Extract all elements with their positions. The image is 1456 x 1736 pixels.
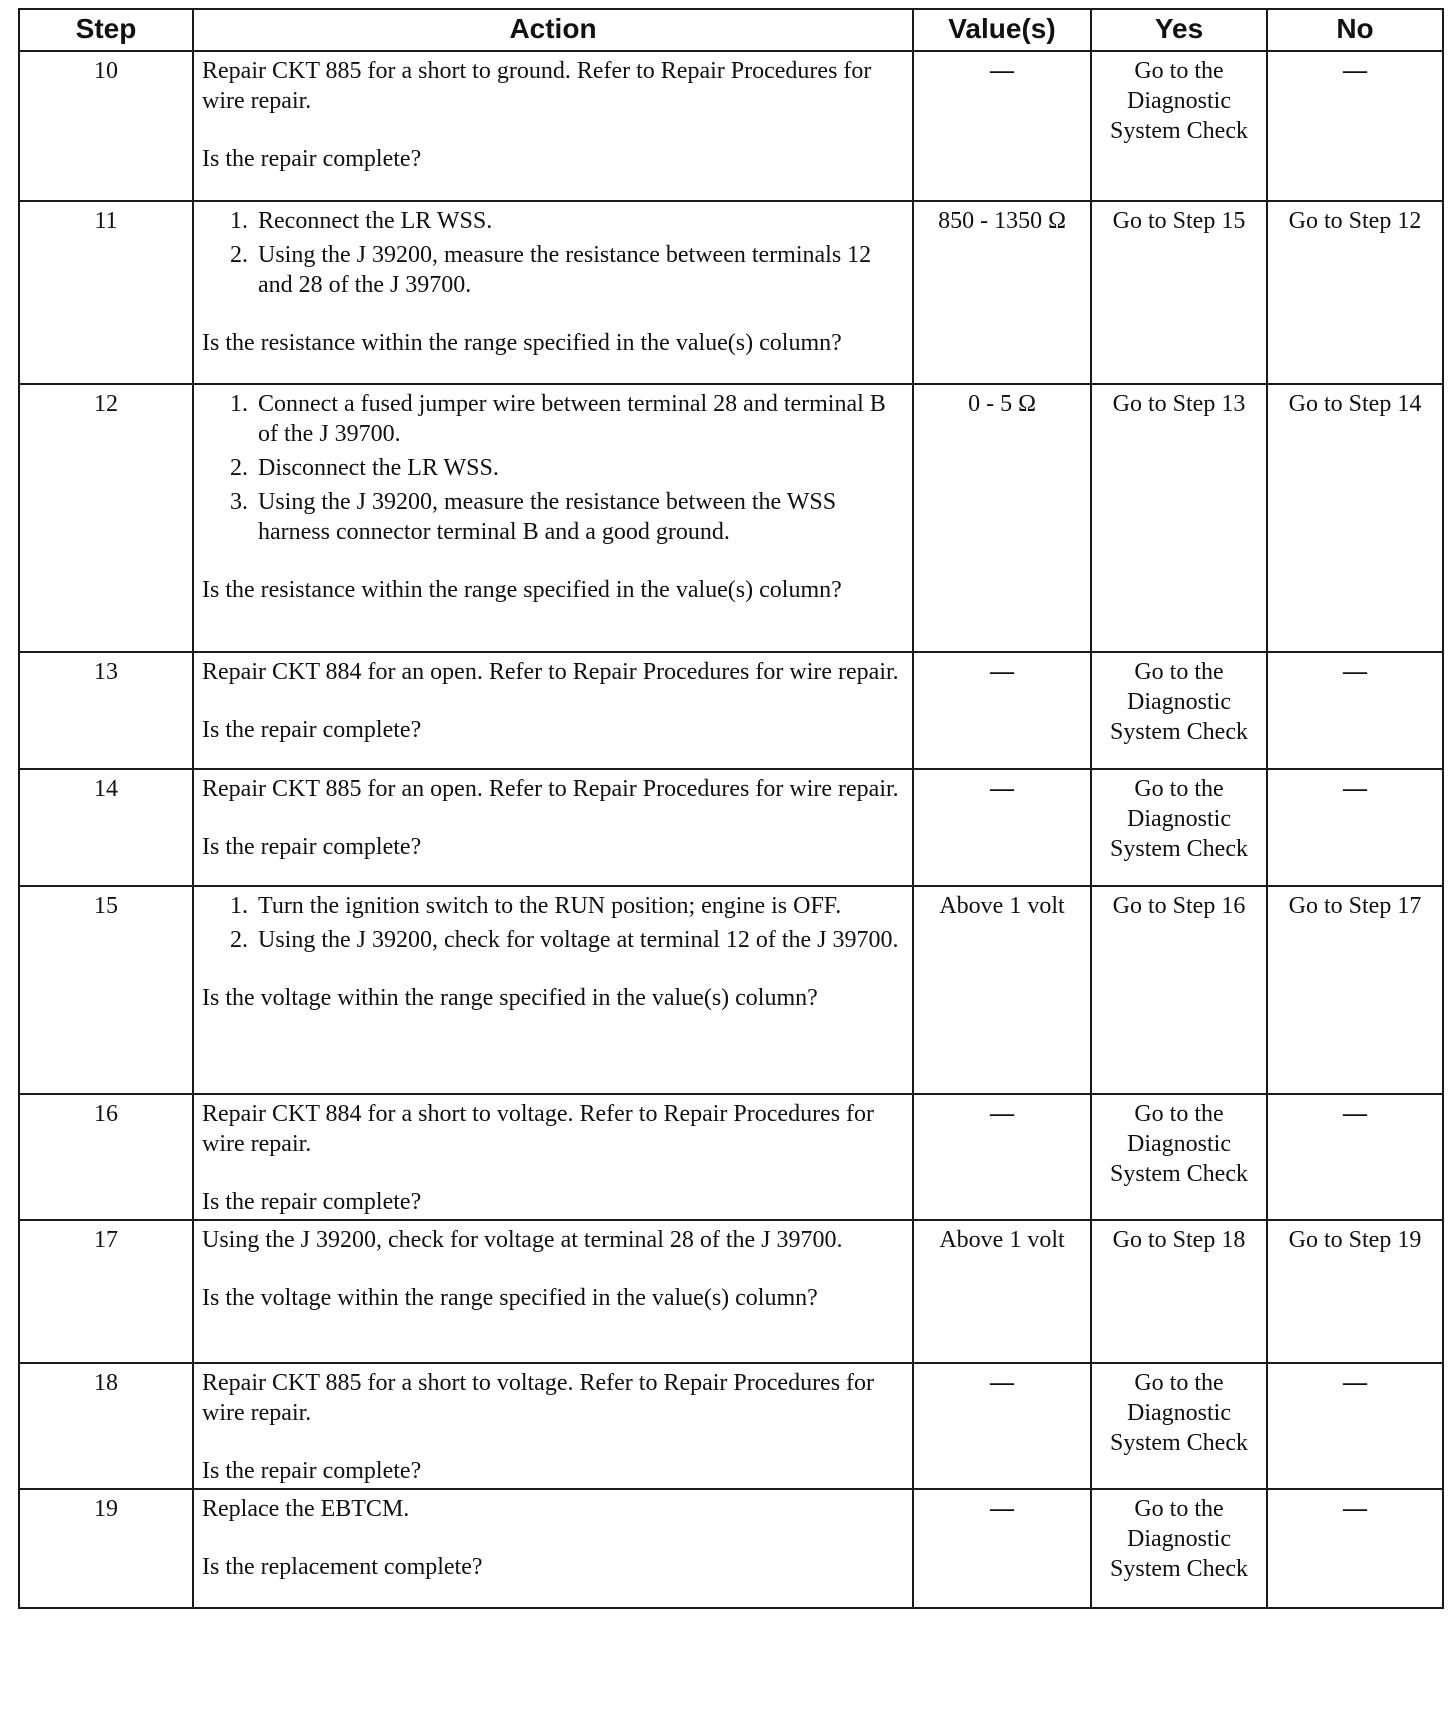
- action-intro: Repair CKT 884 for a short to voltage. Refer to Repair Procedures for wire repair.: [202, 1101, 875, 1157]
- substep-number: 2.: [230, 242, 248, 268]
- table-row: [19, 51, 1443, 201]
- yes-cell: [1091, 886, 1267, 1094]
- yes-result: Go to the Diagnostic System Check: [1110, 1496, 1248, 1582]
- step-cell: [19, 384, 193, 652]
- header-row: [19, 9, 1443, 51]
- yes-cell: [1091, 1489, 1267, 1608]
- substep-number: 3.: [230, 489, 248, 515]
- step-number: 11: [94, 208, 118, 234]
- action-question: Is the replacement complete?: [202, 1554, 483, 1580]
- value-text: 850 - 1350 Ω: [938, 208, 1066, 234]
- step-number: 18: [94, 1370, 118, 1396]
- action-cell: [193, 384, 913, 652]
- step-number: 13: [94, 659, 118, 685]
- diagnostic-table: [18, 8, 1444, 1609]
- action-question: Is the resistance within the range specified in the value(s) column?: [202, 330, 842, 356]
- table-row: [19, 1363, 1443, 1489]
- action-question: Is the repair complete?: [202, 1458, 422, 1484]
- substep-number: 1.: [230, 208, 248, 234]
- action-cell: [193, 1220, 913, 1363]
- value-cell: [913, 886, 1091, 1094]
- step-cell: [19, 886, 193, 1094]
- action-question: Is the repair complete?: [202, 146, 422, 172]
- action-question: Is the repair complete?: [202, 1189, 422, 1215]
- value-cell: [913, 1489, 1091, 1608]
- action-intro: Replace the EBTCM.: [202, 1496, 410, 1522]
- step-number: 19: [94, 1496, 118, 1522]
- action-question: Is the voltage within the range specified in the value(s) column?: [202, 985, 818, 1011]
- value-cell: [913, 769, 1091, 886]
- step-cell: [19, 201, 193, 384]
- value-cell: [913, 1094, 1091, 1220]
- no-cell: [1267, 652, 1443, 769]
- action-cell: [193, 201, 913, 384]
- substep-text: Disconnect the LR WSS.: [258, 455, 499, 481]
- no-cell: [1267, 886, 1443, 1094]
- action-cell: [193, 1094, 913, 1220]
- table-row: [19, 769, 1443, 886]
- no-result: —: [1343, 659, 1367, 685]
- no-cell: [1267, 51, 1443, 201]
- value-text: —: [990, 58, 1014, 84]
- value-text: —: [990, 1370, 1014, 1396]
- table-row: [19, 1094, 1443, 1220]
- value-text: Above 1 volt: [939, 893, 1065, 919]
- substep-text: Connect a fused jumper wire between terminal 28 and terminal B of the J 39700.: [258, 391, 886, 447]
- no-cell: [1267, 384, 1443, 652]
- no-result: —: [1343, 58, 1367, 84]
- step-cell: [19, 51, 193, 201]
- value-cell: [913, 51, 1091, 201]
- action-question: Is the repair complete?: [202, 717, 422, 743]
- substep-text: Using the J 39200, measure the resistance between terminals 12 and 28 of the J 39700.: [258, 242, 872, 298]
- no-cell: [1267, 1220, 1443, 1363]
- step-number: 15: [94, 893, 118, 919]
- step-cell: [19, 1220, 193, 1363]
- value-cell: [913, 652, 1091, 769]
- action-substep: [230, 891, 904, 921]
- step-cell: [19, 652, 193, 769]
- yes-cell: [1091, 652, 1267, 769]
- step-number: 17: [94, 1227, 118, 1253]
- header-action: Action: [193, 9, 913, 51]
- table-body: [19, 51, 1443, 1608]
- action-steps: [202, 891, 904, 955]
- no-result: Go to Step 14: [1288, 391, 1422, 417]
- action-steps: [202, 389, 904, 547]
- no-cell: [1267, 1489, 1443, 1608]
- yes-result: Go to the Diagnostic System Check: [1110, 58, 1248, 144]
- substep-text: Turn the ignition switch to the RUN position; engine is OFF.: [258, 893, 842, 919]
- no-result: —: [1343, 1370, 1367, 1396]
- table-row: [19, 201, 1443, 384]
- action-substep: [230, 453, 904, 483]
- header-step: Step: [19, 9, 193, 51]
- yes-cell: [1091, 384, 1267, 652]
- no-result: Go to Step 19: [1288, 1227, 1422, 1253]
- substep-number: 1.: [230, 391, 248, 417]
- step-number: 10: [94, 58, 118, 84]
- yes-cell: [1091, 201, 1267, 384]
- action-question: Is the repair complete?: [202, 834, 422, 860]
- substep-number: 1.: [230, 893, 248, 919]
- substep-text: Using the J 39200, check for voltage at terminal 12 of the J 39700.: [258, 927, 899, 953]
- table-row: [19, 1489, 1443, 1608]
- value-text: 0 - 5 Ω: [968, 391, 1036, 417]
- action-cell: [193, 652, 913, 769]
- action-intro: Repair CKT 885 for an open. Refer to Repair Procedures for wire repair.: [202, 776, 899, 802]
- table-row: [19, 652, 1443, 769]
- no-cell: [1267, 769, 1443, 886]
- action-intro: Using the J 39200, check for voltage at terminal 28 of the J 39700.: [202, 1227, 843, 1253]
- yes-result: Go to Step 15: [1112, 208, 1246, 234]
- no-result: —: [1343, 776, 1367, 802]
- action-question: Is the resistance within the range specified in the value(s) column?: [202, 577, 842, 603]
- action-substep: [230, 240, 904, 300]
- step-cell: [19, 769, 193, 886]
- table-row: [19, 886, 1443, 1094]
- value-text: —: [990, 1101, 1014, 1127]
- step-cell: [19, 1094, 193, 1220]
- step-cell: [19, 1363, 193, 1489]
- action-steps: [202, 206, 904, 300]
- action-intro: Repair CKT 885 for a short to ground. Refer to Repair Procedures for wire repair.: [202, 58, 872, 114]
- yes-cell: [1091, 1363, 1267, 1489]
- yes-cell: [1091, 769, 1267, 886]
- step-number: 16: [94, 1101, 118, 1127]
- value-text: —: [990, 659, 1014, 685]
- action-substep: [230, 925, 904, 955]
- no-cell: [1267, 1363, 1443, 1489]
- action-cell: [193, 1363, 913, 1489]
- value-cell: [913, 201, 1091, 384]
- value-text: —: [990, 1496, 1014, 1522]
- action-substep: [230, 206, 904, 236]
- action-cell: [193, 769, 913, 886]
- yes-result: Go to Step 18: [1112, 1227, 1246, 1253]
- step-number: 14: [94, 776, 118, 802]
- action-substep: [230, 487, 904, 547]
- action-substep: [230, 389, 904, 449]
- substep-number: 2.: [230, 455, 248, 481]
- action-question: Is the voltage within the range specified in the value(s) column?: [202, 1285, 818, 1311]
- yes-result: Go to Step 13: [1112, 391, 1246, 417]
- yes-result: Go to the Diagnostic System Check: [1110, 659, 1248, 745]
- no-cell: [1267, 1094, 1443, 1220]
- action-intro: Repair CKT 884 for an open. Refer to Repair Procedures for wire repair.: [202, 659, 899, 685]
- yes-result: Go to the Diagnostic System Check: [1110, 776, 1248, 862]
- value-cell: [913, 1363, 1091, 1489]
- step-cell: [19, 1489, 193, 1608]
- header-values: Value(s): [913, 9, 1091, 51]
- table-row: [19, 384, 1443, 652]
- value-text: Above 1 volt: [939, 1227, 1065, 1253]
- value-text: —: [990, 776, 1014, 802]
- no-result: —: [1343, 1496, 1367, 1522]
- yes-result: Go to the Diagnostic System Check: [1110, 1370, 1248, 1456]
- yes-result: Go to the Diagnostic System Check: [1110, 1101, 1248, 1187]
- action-cell: [193, 51, 913, 201]
- yes-cell: [1091, 1094, 1267, 1220]
- no-result: —: [1343, 1101, 1367, 1127]
- no-result: Go to Step 12: [1288, 208, 1422, 234]
- yes-cell: [1091, 1220, 1267, 1363]
- value-cell: [913, 384, 1091, 652]
- yes-result: Go to Step 16: [1112, 893, 1246, 919]
- substep-number: 2.: [230, 927, 248, 953]
- header-no: No: [1267, 9, 1443, 51]
- no-cell: [1267, 201, 1443, 384]
- substep-text: Reconnect the LR WSS.: [258, 208, 493, 234]
- value-cell: [913, 1220, 1091, 1363]
- action-cell: [193, 1489, 913, 1608]
- header-yes: Yes: [1091, 9, 1267, 51]
- substep-text: Using the J 39200, measure the resistance between the WSS harness connector terminal B and a good ground.: [258, 489, 837, 545]
- yes-cell: [1091, 51, 1267, 201]
- step-number: 12: [94, 391, 118, 417]
- no-result: Go to Step 17: [1288, 893, 1422, 919]
- action-cell: [193, 886, 913, 1094]
- table-row: [19, 1220, 1443, 1363]
- action-intro: Repair CKT 885 for a short to voltage. Refer to Repair Procedures for wire repair.: [202, 1370, 875, 1426]
